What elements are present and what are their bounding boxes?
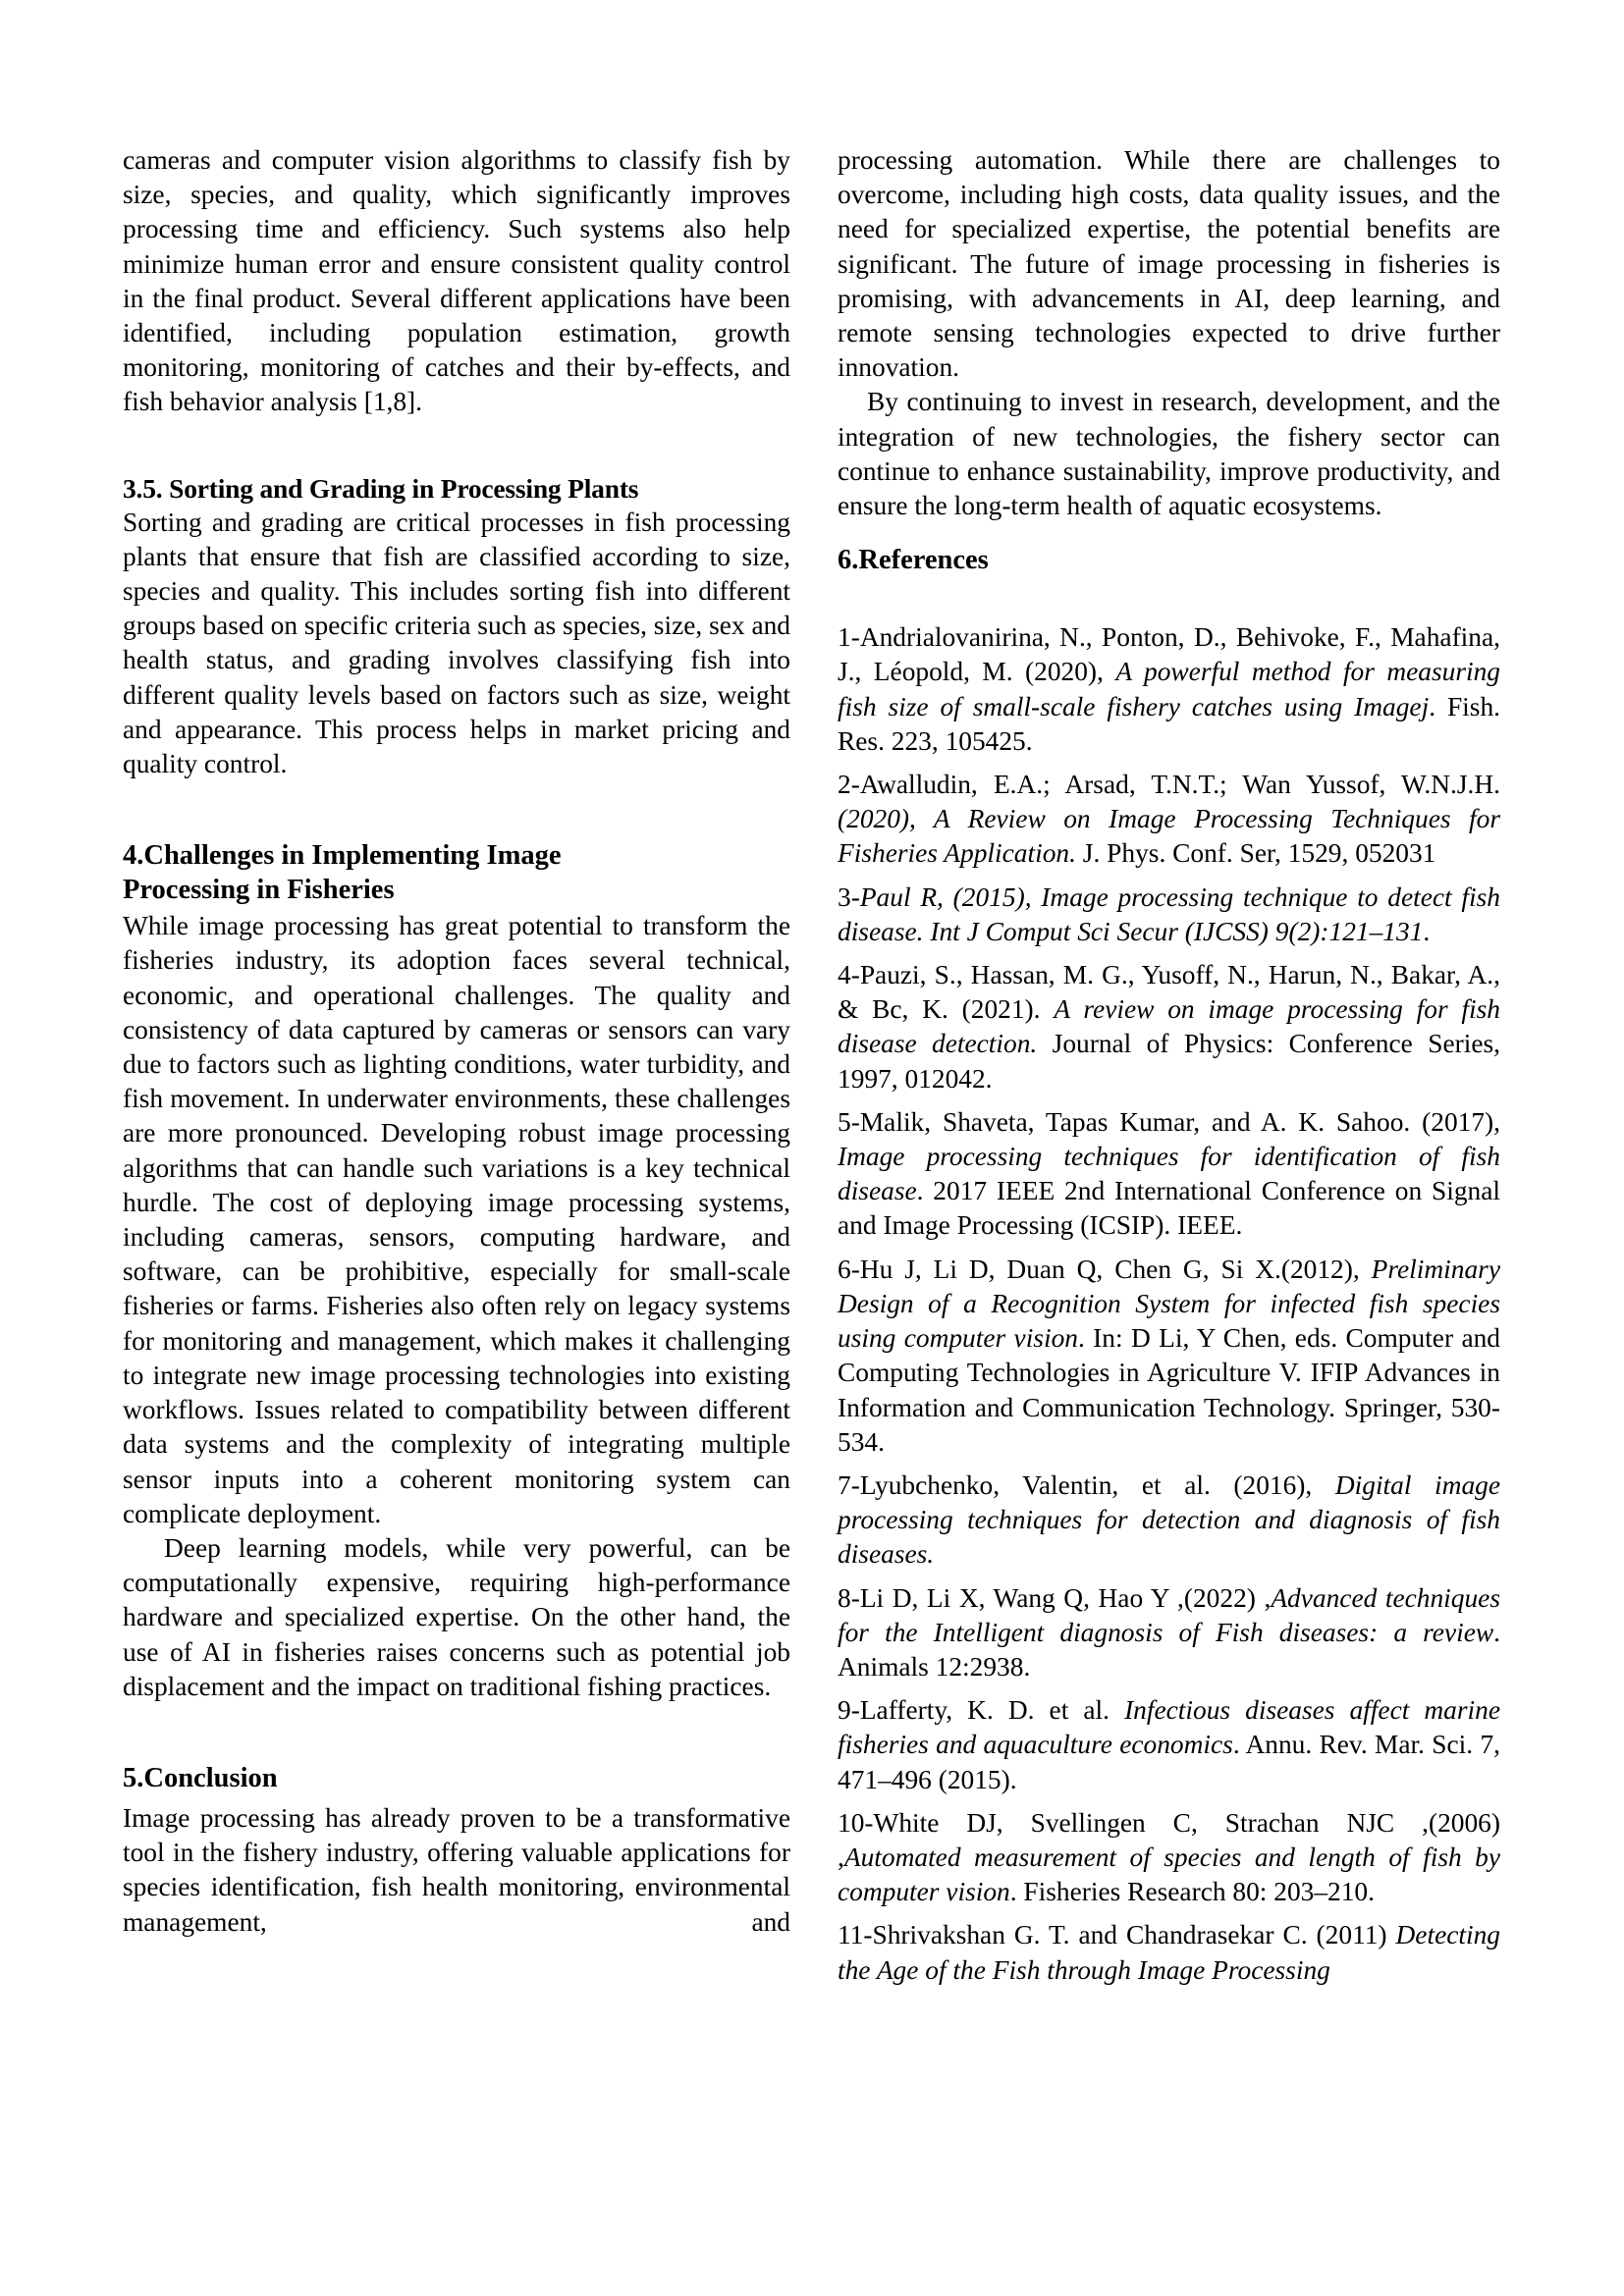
reference-authors: 11-Shrivakshan G. T. and Chandrasekar C. (2011): [838, 1920, 1396, 1950]
left-column: [123, 143, 790, 1940]
references-list: [838, 620, 1500, 1988]
reference-item: [838, 768, 1500, 872]
reference-title: Automated measurement of species and length of fish by computer vision: [838, 1842, 1500, 1907]
reference-source: . In: D Li, Y Chen, eds. Computer and Computing Technologies in Agriculture V. IFIP Advances in Information and Communication Technology. Springer, 530-534.: [838, 1323, 1500, 1457]
reference-title: Digital image processing techniques for detection and diagnosis of fish diseases.: [838, 1469, 1500, 1570]
reference-source: .: [1423, 916, 1431, 946]
right-column: [838, 143, 1500, 1997]
intro-paragraph: cameras and computer vision algorithms to classify fish by size, species, and quality, which significantly improves processing time and efficiency. Such systems also help minimize human error and ensure consistent quality control in the final product. Several different applications have been identified, including population estimation, growth monitoring, monitoring of catches and their by-effects, and fish behavior analysis [1,8].: [123, 145, 790, 417]
reference-item: [838, 620, 1500, 759]
section-3-5-body: Sorting and grading are critical processes in fish processing plants that ensure that fish are classified according to size, species and quality. This includes sorting fish into different groups based on specific criteria such as species, size, sex and health status, and grading involves classifying fish into different quality levels based on factors such as size, weight and appearance. This process helps in market pricing and quality control.: [123, 507, 790, 779]
reference-title: A review on image processing for fish disease detection.: [838, 994, 1500, 1059]
section-3-5-heading: 3.5. Sorting and Grading in Processing Plants: [123, 472, 639, 504]
reference-authors: 10-White DJ, Svellingen C, Strachan NJC ,(2006) ,: [838, 1807, 1500, 1872]
reference-item: [838, 1918, 1500, 1987]
reference-source: . Animals 12:2938.: [838, 1617, 1500, 1682]
conclusion-final: By continuing to invest in research, development, and the integration of new technologies, the fishery sector can continue to enhance sustainability, improve productivity, and ensure the long-term health of aquatic ecosystems.: [838, 387, 1500, 521]
section-5-heading: 5.Conclusion: [123, 1762, 278, 1793]
reference-source: Journal of Physics: Conference Series, 1997, 012042.: [838, 1029, 1500, 1094]
conclusion-continued: processing automation. While there are challenges to overcome, including high costs, data quality issues, and the need for specialized expertise, the potential benefits are significant. The future of image processing in fisheries is promising, with advancements in AI, deep learning, and remote sensing technologies expected to drive further innovation.: [838, 145, 1500, 383]
reference-title: Image processing techniques for identification of fish disease: [838, 1142, 1500, 1206]
reference-item: [838, 1253, 1500, 1460]
reference-source: . Fish. Res. 223, 105425.: [838, 691, 1500, 756]
reference-source: J. Phys. Conf. Ser, 1529, 052031: [1075, 838, 1436, 869]
reference-item: [838, 1105, 1500, 1244]
section-4-heading: [123, 838, 790, 907]
reference-source: . 2017 IEEE 2nd International Conference on Signal and Image Processing (ICSIP). IEEE.: [838, 1176, 1500, 1241]
reference-title: Paul R, (2015), Image processing technique to detect fish disease. Int J Comput Sci Secur (IJCSS) 9(2):121–131: [838, 881, 1500, 946]
reference-title: A powerful method for measuring fish size of small-scale fishery catches using Imagej: [838, 657, 1500, 721]
reference-title: Advanced techniques for the Intelligent diagnosis of Fish diseases: a review: [838, 1582, 1500, 1647]
reference-item: [838, 1693, 1500, 1797]
reference-source: . Annu. Rev. Mar. Sci. 7, 471–496 (2015).: [838, 1730, 1500, 1794]
reference-item: [838, 1468, 1500, 1573]
reference-item: [838, 881, 1500, 949]
reference-authors: 9-Lafferty, K. D. et al.: [838, 1695, 1125, 1726]
reference-title: Preliminary Design of a Recognition System for infected fish species using computer vision: [838, 1254, 1500, 1354]
reference-authors: 6-Hu J, Li D, Duan Q, Chen G, Si X.(2012),: [838, 1254, 1372, 1284]
references-heading: 6.References: [838, 545, 989, 576]
reference-authors: 1-Andrialovanirina, N., Ponton, D., Behivoke, F., Mahafina, J., Léopold, M. (2020),: [838, 622, 1500, 687]
reference-authors: 5-Malik, Shaveta, Tapas Kumar, and A. K. Sahoo. (2017),: [838, 1106, 1500, 1137]
reference-authors: 4-Pauzi, S., Hassan, M. G., Yusoff, N., Harun, N., Bakar, A., & Bc, K. (2021).: [838, 960, 1500, 1025]
reference-item: [838, 1806, 1500, 1910]
reference-title: (2020), A Review on Image Processing Techniques for Fisheries Application.: [838, 804, 1500, 869]
reference-item: [838, 958, 1500, 1096]
reference-source: . Fisheries Research 80: 203–210.: [1009, 1877, 1375, 1907]
reference-title: Infectious diseases affect marine fisheries and aquaculture economics: [838, 1695, 1500, 1760]
reference-authors: 8-Li D, Li X, Wang Q, Hao Y ,(2022) ,: [838, 1582, 1272, 1613]
section-4-body-1: While image processing has great potential to transform the fisheries industry, its adoption faces several technical, economic, and operational challenges. The quality and consistency of data captured by cameras or sensors can vary due to factors such as lighting conditions, water turbidity, and fish movement. In underwater environments, these challenges are more pronounced. Developing robust image processing algorithms that can handle such variations is a key technical hurdle. The cost of deploying image processing systems, including cameras, sensors, computing hardware, and software, can be prohibitive, especially for small-scale fisheries or farms. Fisheries also often rely on legacy systems for monitoring and management, which makes it challenging to integrate new image processing technologies into existing workflows. Issues related to compatibility between different data systems and the complexity of integrating multiple sensor inputs into a coherent monitoring system can complicate deployment.: [123, 911, 790, 1528]
section-5-body: Image processing has already proven to be a transformative tool in the fishery industry, offering valuable applications for species identification, fish health monitoring, environmental management, and: [123, 1802, 790, 1937]
reference-title: Detecting the Age of the Fish through Image Processing: [838, 1920, 1500, 1985]
section-4-body-2: Deep learning models, while very powerful, can be computationally expensive, requiring high-performance hardware and specialized expertise. On the other hand, the use of AI in fisheries raises concerns such as potential job displacement and the impact on traditional fishing practices.: [123, 1532, 790, 1701]
section-4-heading-line2: Processing in Fisheries: [123, 875, 395, 906]
reference-authors: 2-Awalludin, E.A.; Arsad, T.N.T.; Wan Yussof, W.N.J.H.: [838, 770, 1500, 800]
reference-authors: 7-Lyubchenko, Valentin, et al. (2016),: [838, 1469, 1335, 1500]
reference-authors: 3-: [838, 881, 860, 912]
reference-item: [838, 1581, 1500, 1685]
section-4-heading-line1: 4.Challenges in Implementing Image: [123, 840, 562, 872]
